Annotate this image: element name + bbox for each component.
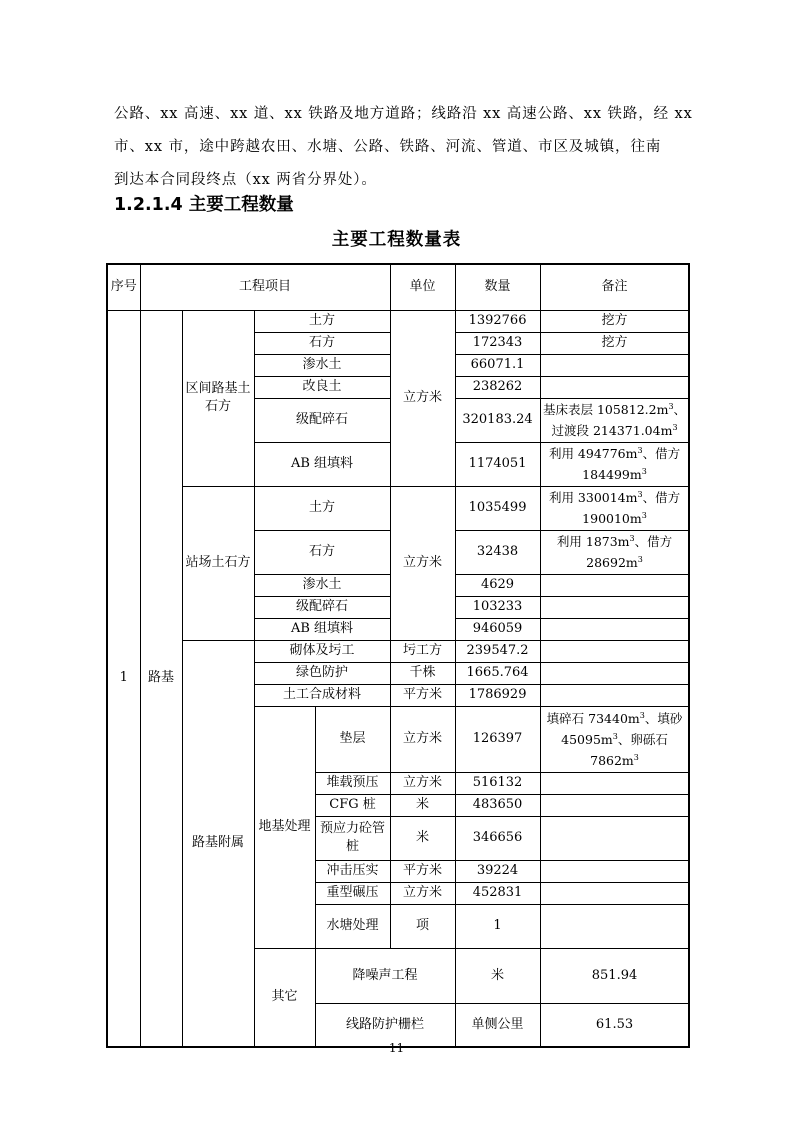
item-cell: 水塘处理	[315, 904, 390, 948]
qty-cell: 238262	[455, 376, 540, 398]
qty-cell: 239547.2	[455, 640, 540, 662]
header-seq: 序号	[107, 264, 140, 310]
qty-cell: 172343	[455, 332, 540, 354]
note-cell: 利用 $330014m^3$、借方 $190010m^3$	[540, 486, 689, 530]
note-cell	[540, 772, 689, 794]
unit-cell: 平方米	[390, 684, 455, 706]
item-cell: 级配碎石	[254, 398, 390, 442]
category-cell: 路基	[140, 310, 182, 1047]
seq-cell: 1	[107, 310, 140, 1047]
header-item: 工程项目	[140, 264, 390, 310]
qty-cell: 4629	[455, 574, 540, 596]
intro-line: 到达本合同段终点（xx 两省分界处）。	[114, 172, 377, 188]
qty-cell: 1392766	[455, 310, 540, 332]
note-cell	[540, 662, 689, 684]
table-row	[107, 640, 689, 662]
unit-cell: 项	[390, 904, 455, 948]
note-cell: 利用 $1873m^3$、借方 $28692m^3$	[540, 530, 689, 574]
unit-cell: 千株	[390, 662, 455, 684]
item-cell: 降噪声工程	[315, 948, 455, 1003]
table-title: 主要工程数量表	[331, 230, 462, 250]
header-qty: 数量	[455, 264, 540, 310]
table-row	[107, 310, 689, 332]
section-heading: 1.2.1.4 主要工程数量	[114, 195, 294, 215]
group-name: 区间路基土石方	[182, 310, 254, 486]
qty-cell: 32438	[455, 530, 540, 574]
qty-cell: 1786929	[455, 684, 540, 706]
note-cell: 利用 $494776m^3$、借方 $184499m^3$	[540, 442, 689, 486]
note-cell	[540, 376, 689, 398]
qty-cell: 66071.1	[455, 354, 540, 376]
unit-cell: 立方米	[390, 310, 455, 486]
item-cell: 堆载预压	[315, 772, 390, 794]
note-cell	[540, 684, 689, 706]
note-cell: 填碎石 $73440m^3$、填砂 $45095m^3$、卵砾石 $7862m^3$	[540, 706, 689, 772]
item-cell: 级配碎石	[254, 596, 390, 618]
intro-paragraph	[114, 98, 693, 197]
unit-cell: 米	[455, 948, 540, 1003]
unit-cell: 平方米	[390, 860, 455, 882]
item-cell: 土方	[254, 310, 390, 332]
qty-cell: 61.53	[540, 1003, 689, 1047]
note-cell	[540, 574, 689, 596]
item-cell: 渗水土	[254, 354, 390, 376]
note-cell	[540, 618, 689, 640]
item-cell: 土方	[254, 486, 390, 530]
item-cell: CFG 桩	[315, 794, 390, 816]
group-name: 路基附属	[182, 640, 254, 1047]
qty-cell: 1035499	[455, 486, 540, 530]
item-cell: 改良土	[254, 376, 390, 398]
item-cell: 重型碾压	[315, 882, 390, 904]
item-cell: 垫层	[315, 706, 390, 772]
header-note: 备注	[540, 264, 689, 310]
table-header-row	[107, 264, 689, 310]
item-cell: 土工合成材料	[254, 684, 390, 706]
item-cell: 冲击压实	[315, 860, 390, 882]
unit-cell: 单侧公里	[455, 1003, 540, 1047]
item-cell: 绿色防护	[254, 662, 390, 684]
qty-cell: 452831	[455, 882, 540, 904]
item-cell: 石方	[254, 332, 390, 354]
qty-cell: 320183.24	[455, 398, 540, 442]
item-cell: AB 组填料	[254, 442, 390, 486]
item-cell: 预应力砼管桩	[315, 816, 390, 860]
qty-cell: 516132	[455, 772, 540, 794]
note-cell	[540, 860, 689, 882]
note-cell	[540, 794, 689, 816]
qty-cell: 1665.764	[455, 662, 540, 684]
note-cell	[540, 816, 689, 860]
unit-cell: 圬工方	[390, 640, 455, 662]
note-cell	[540, 354, 689, 376]
note-cell: 挖方	[540, 310, 689, 332]
qty-cell: 1174051	[455, 442, 540, 486]
intro-line: 市、xx 市，途中跨越农田、水塘、公路、铁路、河流、管道、市区及城镇，往南	[114, 139, 662, 155]
item-cell: AB 组填料	[254, 618, 390, 640]
qty-cell: 126397	[455, 706, 540, 772]
quantities-table	[106, 263, 690, 1048]
item-cell: 石方	[254, 530, 390, 574]
group-name: 其它	[254, 948, 315, 1047]
note-cell	[540, 882, 689, 904]
item-cell: 砌体及圬工	[254, 640, 390, 662]
unit-cell: 米	[390, 816, 455, 860]
qty-cell: 483650	[455, 794, 540, 816]
qty-cell: 1	[455, 904, 540, 948]
item-cell: 线路防护栅栏	[315, 1003, 455, 1047]
unit-cell: 立方米	[390, 706, 455, 772]
unit-cell: 立方米	[390, 772, 455, 794]
note-cell: 基床表层 $105812.2m^3$、过渡段 $214371.04m^3$	[540, 398, 689, 442]
page-number: 11	[388, 1041, 405, 1055]
unit-cell: 立方米	[390, 882, 455, 904]
qty-cell: 103233	[455, 596, 540, 618]
intro-line: 公路、xx 高速、xx 道、xx 铁路及地方道路；线路沿 xx 高速公路、xx 铁路，经 xx	[114, 106, 693, 122]
header-unit: 单位	[390, 264, 455, 310]
qty-cell: 39224	[455, 860, 540, 882]
table-row	[107, 486, 689, 530]
unit-cell: 立方米	[390, 486, 455, 640]
qty-cell: 851.94	[540, 948, 689, 1003]
group-name: 站场土石方	[182, 486, 254, 640]
qty-cell: 346656	[455, 816, 540, 860]
subgroup-name: 地基处理	[254, 706, 315, 948]
note-cell	[540, 596, 689, 618]
note-cell	[540, 640, 689, 662]
item-cell: 渗水土	[254, 574, 390, 596]
unit-cell: 米	[390, 794, 455, 816]
note-cell: 挖方	[540, 332, 689, 354]
note-cell	[540, 904, 689, 948]
qty-cell: 946059	[455, 618, 540, 640]
